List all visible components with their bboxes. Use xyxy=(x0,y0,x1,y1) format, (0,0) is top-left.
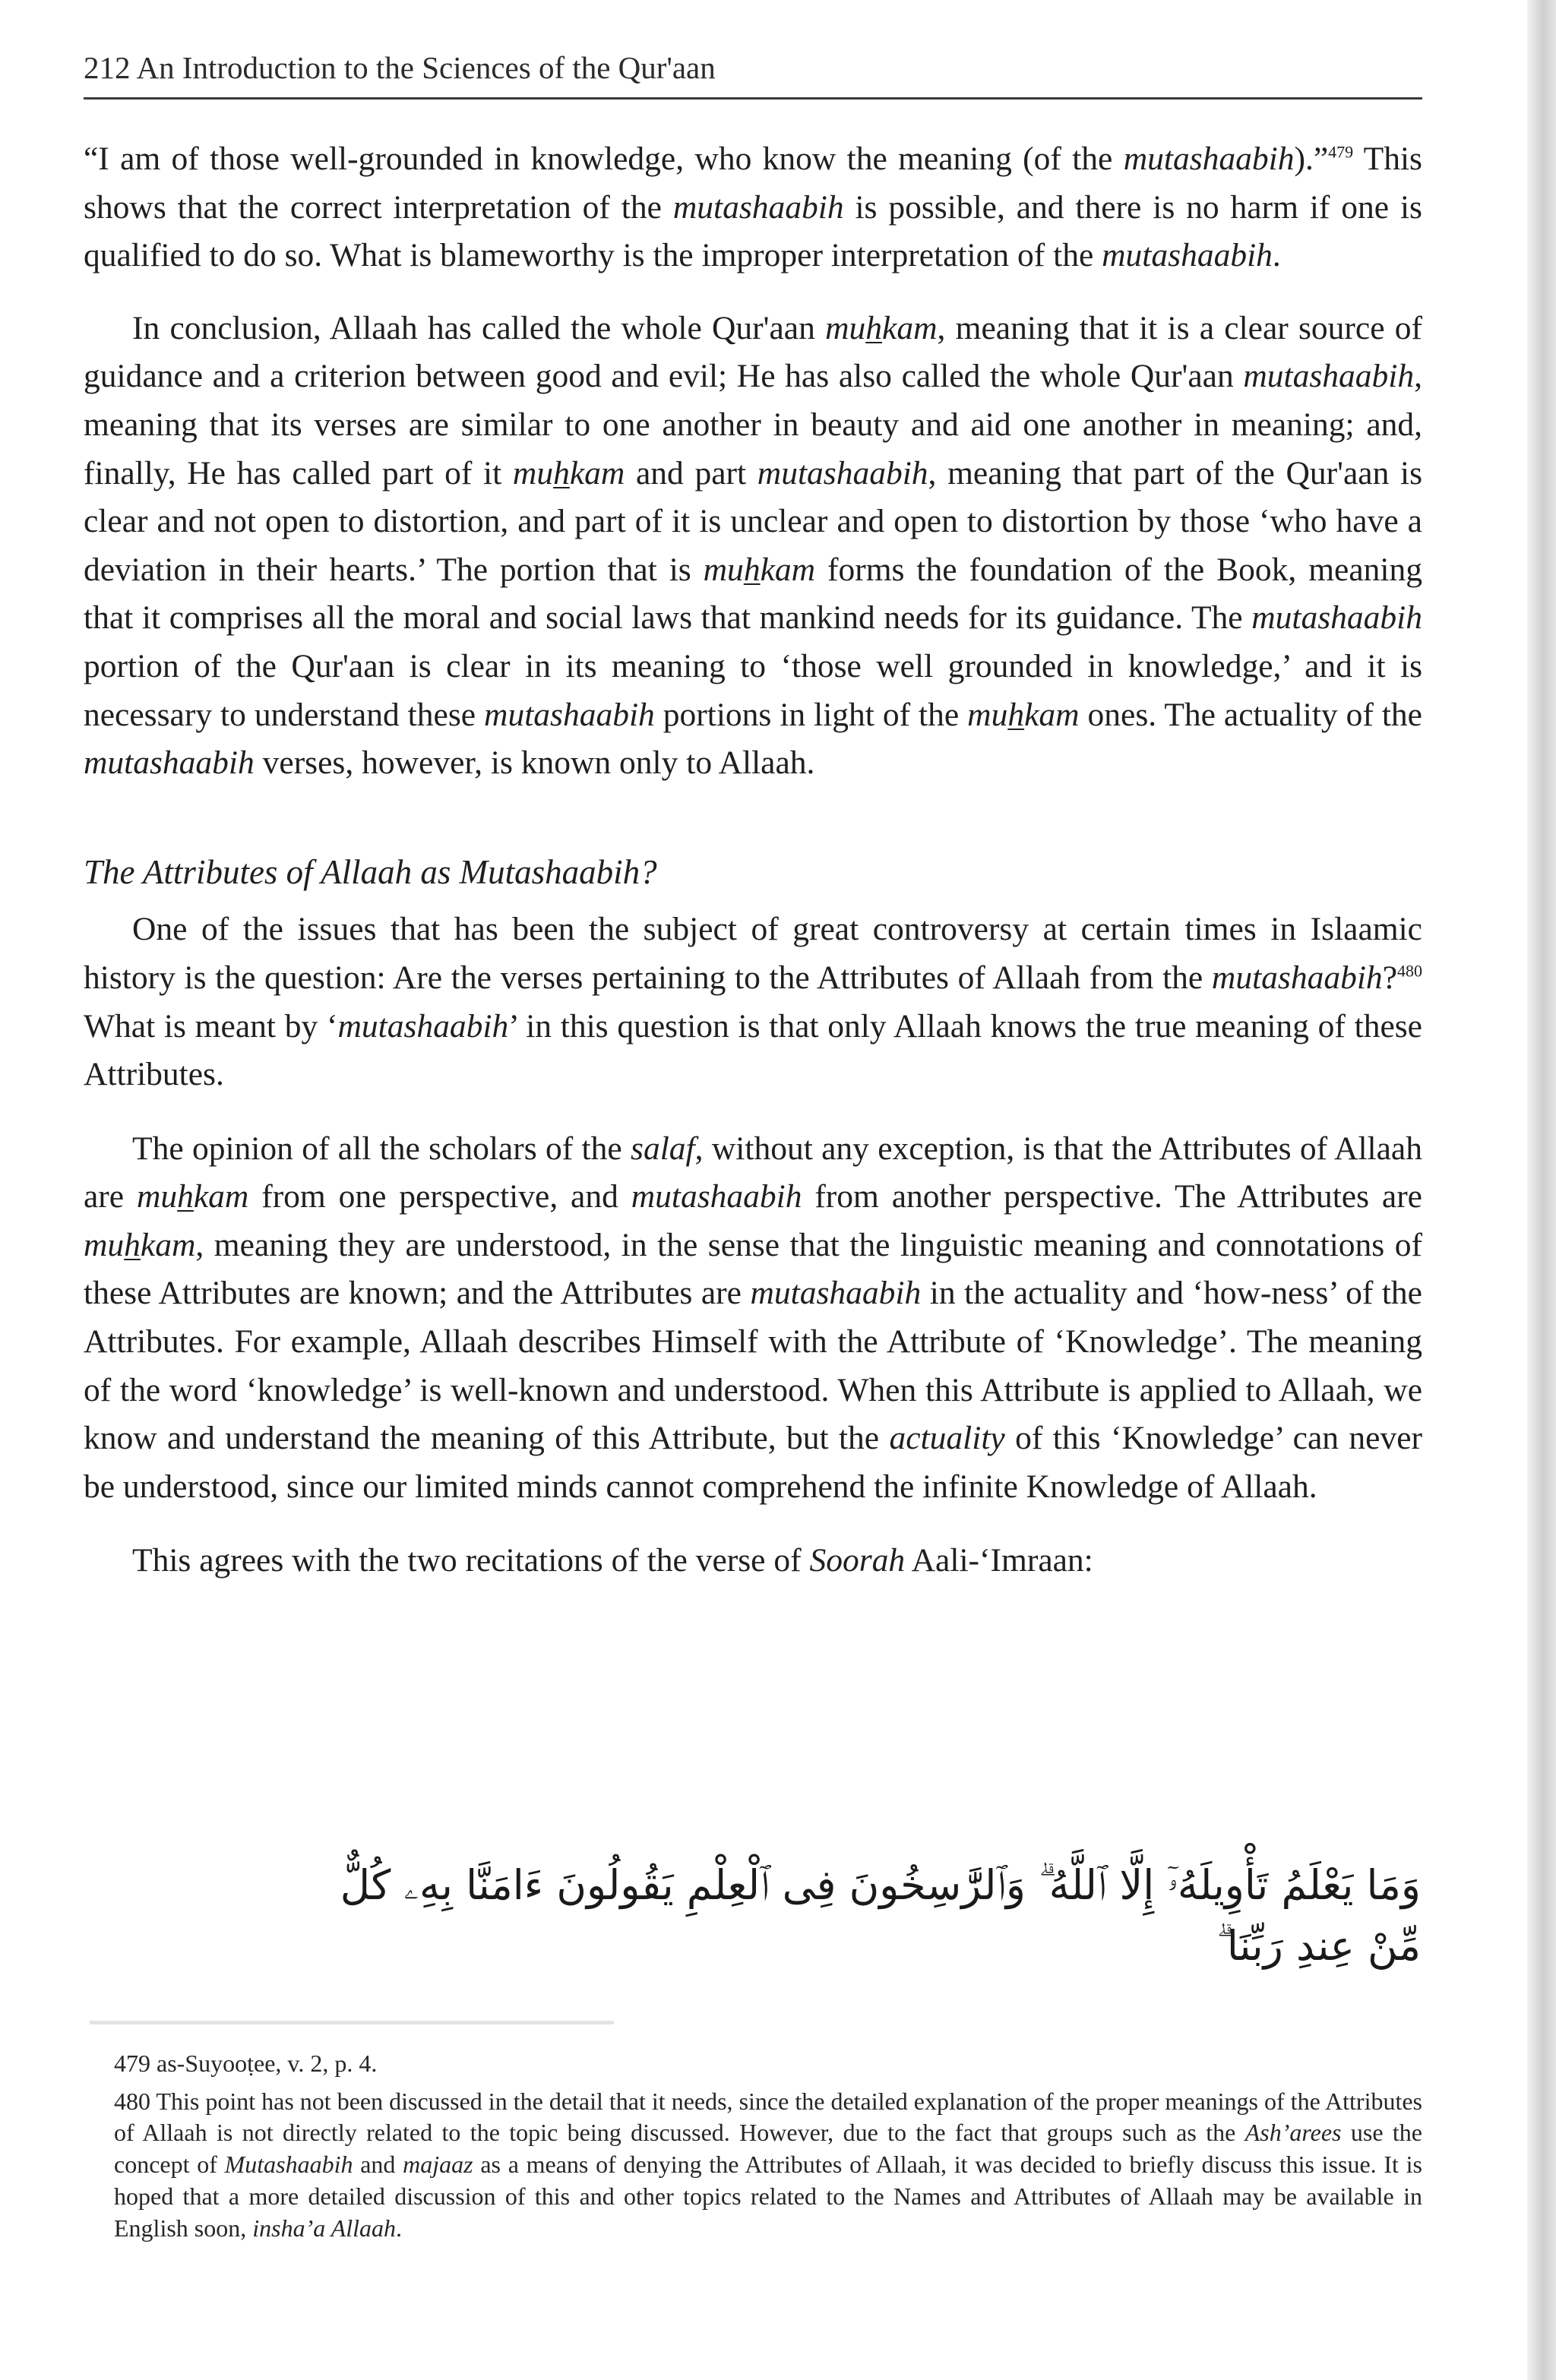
paragraph-4: The opinion of all the scholars of the salaf, without any exception, is that the Attributes of Allaah are muhkam from one perspective, and mutashaabih from another perspective. The Attributes are muhkam, meaning they are understood, in the sense that the linguistic meaning and connotations of these Attributes are known; and the Attributes are mutashaabih in the actuality and ‘how-ness’ of the Attributes. For example, Allaah describes Himself with the Attribute of ‘Knowledge’. The meaning of the word ‘knowledge’ is well-known and understood. When this Attribute is applied to Allaah, we know and understand the meaning of this Attribute, but the actuality of this ‘Knowledge’ can never be understood, since our limited minds cannot comprehend the infinite Knowledge of Allaah. xyxy=(84,1130,1423,1505)
section-heading: The Attributes of Allaah as Mutashaabih? xyxy=(84,852,657,891)
footnote-ref-480[interactable]: 480 xyxy=(1397,961,1422,981)
footnote-rule xyxy=(90,2021,614,2024)
paragraph-5: This agrees with the two recitations of the verse of Soorah Aali-‘Imraan: xyxy=(132,1542,1093,1579)
body-text xyxy=(84,135,1422,1585)
footnote-479: 479 as-Suyooṭee, v. 2, p. 4. xyxy=(114,2050,378,2077)
footnotes xyxy=(114,2048,1422,2244)
footnote-ref-479[interactable]: 479 xyxy=(1328,142,1354,162)
running-head: 212 An Introduction to the Sciences of the Qur'aan xyxy=(84,50,716,85)
paragraph-2: In conclusion, Allaah has called the whole Qur'aan muhkam, meaning that it is a clear source of guidance and a criterion between good and evil; He has also called the whole Qur'aan mutashaabih, meaning that its verses are similar to one another in beauty and aid one another in meaning; and, finally, He has called part of it muhkam and part mutashaabih, meaning that part of the Qur'aan is clear and not open to distortion, and part of it is unclear and open to distortion by those ‘who have a deviation in their hearts.’ The portion that is muhkam forms the foundation of the Book, meaning that it comprises all the moral and social laws that mankind needs for its guidance. The mutashaabih portion of the Qur'aan is clear in its meaning to ‘those well grounded in knowledge,’ and it is necessary to understand these mutashaabih portions in light of the muhkam ones. The actuality of the mutashaabih verses, however, is known only to Allaah. xyxy=(84,309,1423,782)
quran-verse-arabic: وَمَا يَعْلَمُ تَأْوِيلَهُۥٓ إِلَّا ٱللَّهُ ۗ وَٱلرَّٰسِخُونَ فِى ٱلْعِلْمِ يَقُولُونَ ءَامَنَّا بِهِۦ كُلٌّ مِّنْ عِندِ رَبِّنَا ۗ xyxy=(340,1861,1421,1970)
header-rule xyxy=(84,97,1422,100)
page-edge-shadow xyxy=(1527,0,1556,2380)
paragraph-1: “I am of those well-grounded in knowledge, who know the meaning (of the mutashaabih).”$^{479}$ This shows that the correct interpretation of the mutashaabih is possible, and there is no harm if one is qualified to do so. What is blameworthy is the improper interpretation of the mutashaabih. xyxy=(84,141,1422,274)
footnote-480: 480 This point has not been discussed in the detail that it needs, since the detailed explanation of the proper meanings of the Attributes of Allaah is not directly related to the topic being discussed. However, due to the fact that groups such as the Ash’arees use the concept of Mutashaabih and majaaz as a means of denying the Attributes of Allaah, it was decided to briefly discuss this issue. It is hoped that a more detailed discussion of this and other topics related to the Names and Attributes of Allaah may be available in English soon, insha’a Allaah. xyxy=(114,2087,1423,2242)
paragraph-3: One of the issues that has been the subject of great controversy at certain times in Islaamic history is the question: Are the verses pertaining to the Attributes of Allaah from the mutashaabih?$^{480}$ What is meant by ‘mutashaabih’ in this question is that only Allaah knows the true meaning of these Attributes. xyxy=(84,911,1422,1093)
